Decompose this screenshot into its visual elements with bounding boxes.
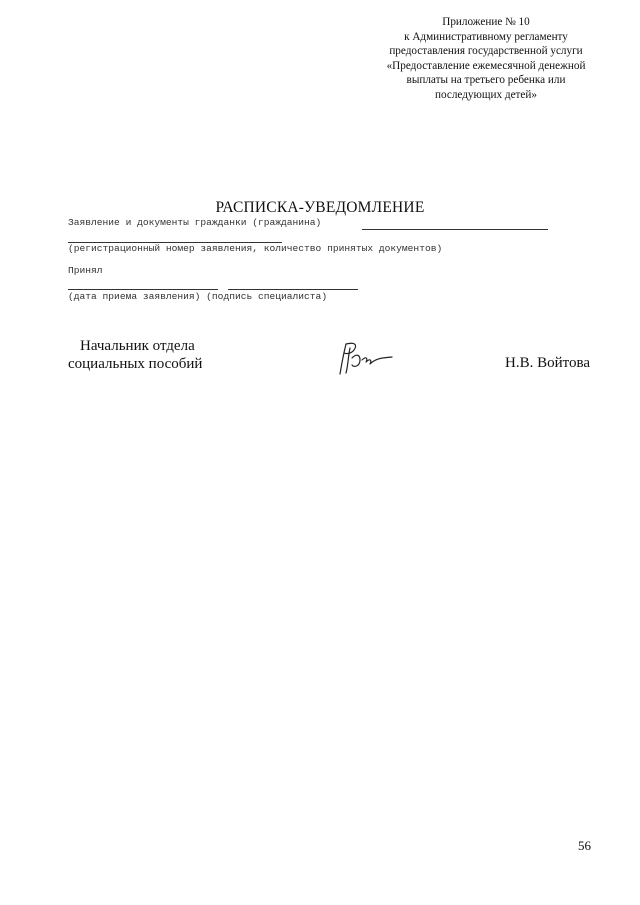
applicant-underline [362,229,548,230]
page-number: 56 [578,838,591,853]
signatory-name: Н.В. Войтова [505,355,591,371]
appendix-line: предоставления государственной услуги [389,45,583,58]
applicant-label: Заявление и документы гражданки (гражданина) [68,217,322,228]
accepted-label: Принял [68,265,103,276]
receipt-title: РАСПИСКА-УВЕДОМЛЕНИЕ [215,199,425,216]
appendix-line: к Административному регламенту [404,30,568,43]
position-line: Начальник отдела [80,338,195,354]
appendix-line: Приложение № 10 [442,16,530,28]
appendix-line: «Предоставление ежемесячной денежной [386,59,586,72]
signatory-position [68,337,202,373]
appendix-header [370,15,602,103]
position-line: социальных пособий [68,356,203,372]
appendix-line: выплаты на третьего ребенка или [406,74,566,87]
date-underline [68,289,218,290]
date-signature-caption: (дата приема заявления) (подпись специалиста) [68,291,328,302]
handwritten-signature [336,340,396,376]
signature-underline [228,289,358,290]
appendix-line: последующих детей» [435,88,537,101]
registration-caption: (регистрационный номер заявления, количество принятых документов) [68,243,443,254]
